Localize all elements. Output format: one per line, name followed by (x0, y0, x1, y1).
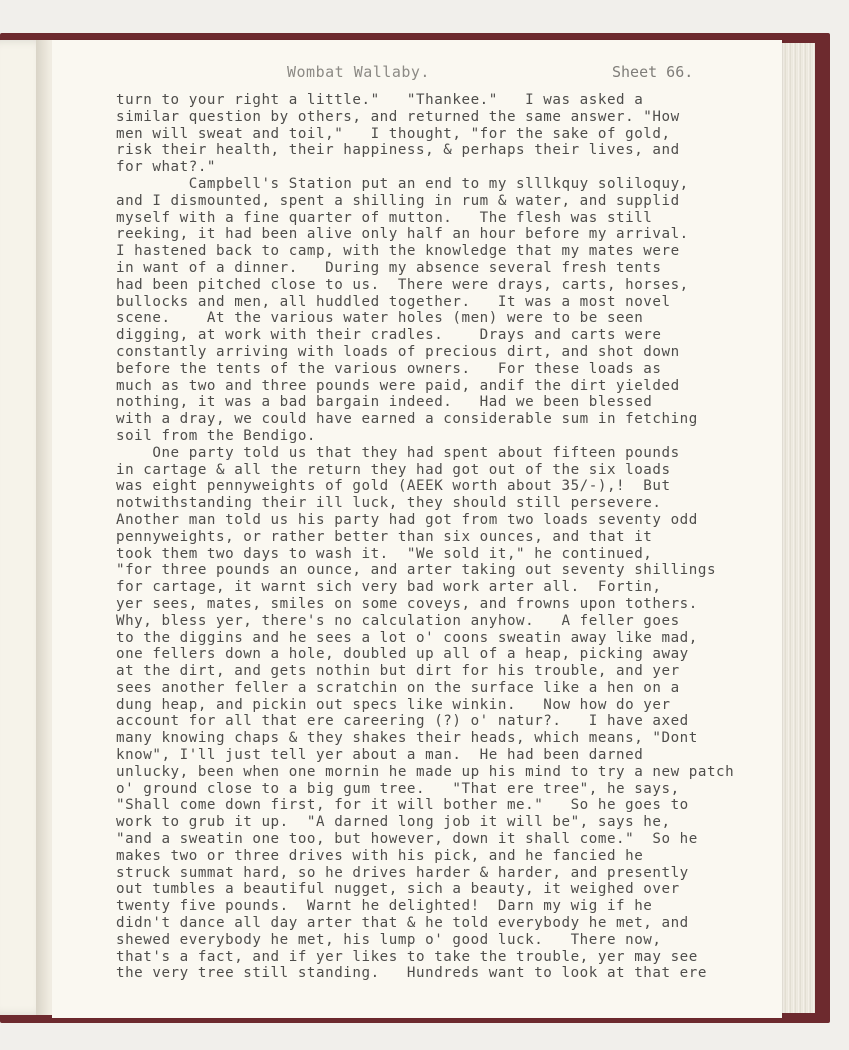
text-line: Another man told us his party had got from two loads seventy odd (116, 511, 698, 528)
text-line: pennyweights, or rather better than six ounces, and that it (116, 528, 653, 545)
text-line: account for all that ere careering (?) o' natur?. I have axed (116, 713, 689, 730)
text-line: the very tree still standing. Hundreds want to look at that ere (116, 965, 707, 982)
text-line: Campbell's Station put an end to my slllkquy soliloquy, (116, 175, 689, 192)
text-line: "and a sweatin one too, but however, down it shall come." So he (116, 831, 698, 848)
text-line: myself with a fine quarter of mutton. The flesh was still (116, 209, 653, 226)
text-line: took them two days to wash it. "We sold it," he continued, (116, 545, 653, 562)
text-line: Why, bless yer, there's no calculation anyhow. A feller goes (116, 612, 680, 629)
text-line: know", I'll just tell yer about a man. He had been darned (116, 747, 644, 764)
text-line: yer sees, mates, smiles on some coveys, and frowns upon tothers. (116, 595, 698, 612)
text-line: "Shall come down first, for it will bother me." So he goes to (116, 797, 689, 814)
text-line: digging, at work with their cradles. Drays and carts were (116, 327, 662, 344)
text-line: was eight pennyweights of gold (AEEK worth about 35/-),! But (116, 478, 671, 495)
text-line: at the dirt, and gets nothin but dirt for his trouble, and yer (116, 663, 680, 680)
text-line: o' ground close to a big gum tree. "That ere tree", he says, (116, 780, 680, 797)
text-line: constantly arriving with loads of precious dirt, and shot down (116, 343, 680, 360)
text-line: notwithstanding their ill luck, they should still persevere. (116, 495, 662, 512)
text-line: that's a fact, and if yer likes to take the trouble, yer may see (116, 948, 698, 965)
text-line: to the diggins and he sees a lot o' coons sweatin away like mad, (116, 629, 698, 646)
text-line: scene. At the various water holes (men) were to be seen (116, 310, 644, 327)
text-line: for cartage, it warnt sich very bad work arter all. Fortin, (116, 579, 662, 596)
text-line: work to grub it up. "A darned long job it will be", says he, (116, 814, 671, 831)
text-line: bullocks and men, all huddled together. It was a most novel (116, 293, 671, 310)
text-line: shewed everybody he met, his lump o' good luck. There now, (116, 931, 662, 948)
text-line: turn to your right a little." "Thankee." I was asked a (116, 92, 644, 108)
text-line: soil from the Bendigo. (116, 427, 317, 444)
text-line: and I dismounted, spent a shilling in rum & water, and supplid (116, 192, 680, 209)
text-line: One party told us that they had spent about fifteen pounds (116, 444, 680, 461)
text-line: one fellers down a hole, doubled up all of a heap, picking away (116, 646, 689, 663)
text-line: men will sweat and toil," I thought, "for the sake of gold, (116, 125, 671, 142)
text-line: in want of a dinner. During my absence several fresh tents (116, 259, 662, 276)
text-line: in cartage & all the return they had got out of the six loads (116, 461, 671, 478)
text-line: dung heap, and pickin out specs like winkin. Now how do yer (116, 696, 671, 713)
typescript-body (116, 92, 766, 982)
text-line: "for three pounds an ounce, and arter taking out seventy shillings (116, 562, 717, 579)
sheet-number: Sheet 66. (612, 63, 694, 81)
text-line: unlucky, been when one mornin he made up his mind to try a new patch (116, 763, 735, 780)
text-line: nothing, it was a bad bargain indeed. Had we been blessed (116, 394, 653, 411)
text-line: similar question by others, and returned the same answer. "How (116, 108, 680, 125)
text-line: had been pitched close to us. There were drays, carts, horses, (116, 276, 689, 293)
text-line: struck summat hard, so he drives harder & harder, and presently (116, 864, 689, 881)
text-line: twenty five pounds. Warnt he delighted! Darn my wig if he (116, 898, 653, 915)
text-line: makes two or three drives with his pick, and he fancied he (116, 847, 644, 864)
text-line: sees another feller a scratchin on the surface like a hen on a (116, 679, 680, 696)
text-line: many knowing chaps & they shakes their heads, which means, "Dont (116, 730, 698, 747)
text-line: didn't dance all day arter that & he told everybody he met, and (116, 915, 689, 932)
text-line: out tumbles a beautiful nugget, sich a beauty, it weighed over (116, 881, 680, 898)
text-line: I hastened back to camp, with the knowledge that my mates were (116, 243, 680, 260)
text-line: for what?." (116, 159, 217, 176)
text-line: reeking, it had been alive only half an hour before my arrival. (116, 226, 689, 243)
page-header-title: Wombat Wallaby. (287, 63, 430, 81)
text-line: before the tents of the various owners. For these loads as (116, 360, 662, 377)
text-line: much as two and three pounds were paid, andif the dirt yielded (116, 377, 680, 394)
text-line: with a dray, we could have earned a considerable sum in fetching (116, 411, 698, 428)
text-line: risk their health, their happiness, & perhaps their lives, and (116, 142, 680, 159)
